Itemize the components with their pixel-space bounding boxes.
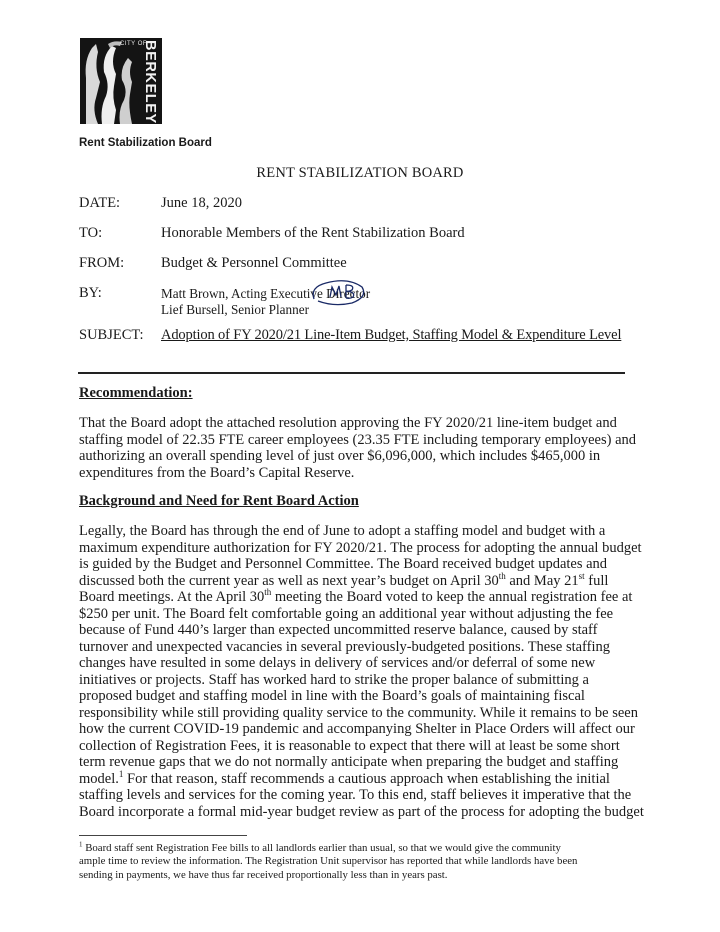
to-value: Honorable Members of the Rent Stabilization Board	[161, 225, 465, 241]
paragraph-line: That the Board adopt the attached resolution approving the FY 2020/21 line-item budget and	[79, 415, 617, 431]
subject-label: SUBJECT:	[79, 327, 144, 343]
recommendation-body	[79, 415, 637, 481]
paragraph-line: responsibility while still providing quality service to the community. While it remains to be seen	[79, 704, 638, 721]
from-label: FROM:	[79, 255, 125, 271]
paragraph-line: model.$^1$ For that reason, staff recommends a cautious approach when establishing the initial	[79, 768, 610, 787]
background-body	[79, 523, 644, 820]
paragraph-line: changes have resulted in some delays in delivery of services and/or deferral of some new	[79, 655, 596, 671]
paragraph-line: is guided by the Budget and Personnel Committee. The Board received budget updates and	[79, 556, 608, 572]
logo-city-of: CITY OF	[120, 41, 148, 47]
board-title: RENT STABILIZATION BOARD	[256, 165, 464, 181]
date-label: DATE:	[79, 195, 121, 211]
footnote-divider	[79, 835, 247, 836]
date-value: June 18, 2020	[161, 195, 242, 211]
paragraph-line: expenditures from the Board’s Capital Reserve.	[79, 464, 355, 481]
footnote-ref: 1	[118, 768, 124, 779]
paragraph-line: collection of Registration Fees, it is reasonable to expect that there will at least be some short	[79, 737, 620, 754]
footnote-line: $^1$ Board staff sent Registration Fee bills to all landlords earlier than usual, so that we would give the community	[79, 840, 561, 854]
footnote-mark: 1	[79, 840, 83, 849]
by-author-2: Lief Bursell, Senior Planner	[161, 302, 309, 317]
by-author-1: Matt Brown, Acting Executive Director	[161, 286, 371, 301]
city-logo	[80, 38, 162, 124]
footnote-line: sending in payments, we have thus far received proportionally less than in years past.	[79, 868, 448, 881]
paragraph-line: Board meetings. At the April 30th meeting the Board voted to keep the annual registration fee at	[79, 587, 633, 605]
paragraph-line: staffing model of 22.35 FTE career employees (23.35 FTE including temporary employees) and	[79, 431, 637, 448]
from-value: Budget & Personnel Committee	[161, 255, 347, 271]
paragraph-line: discussed both the current year as well as next year’s budget on April 30th and May 21st full	[79, 570, 609, 589]
to-label: TO:	[79, 225, 103, 241]
section-divider	[78, 372, 625, 374]
paragraph-line: maximum expenditure authorization for FY 2020/21. The process for adopting the annual budget	[79, 539, 642, 556]
subject-value: Adoption of FY 2020/21 Line-Item Budget, Staffing Model & Expenditure Level	[161, 327, 622, 343]
paragraph-line: staffing levels and services for the coming year. To this end, staff believes it imperative that the	[79, 787, 632, 803]
handwritten-initials-signature	[308, 277, 368, 307]
footnote-line: ample time to review the information. The Registration Unit supervisor has reported that while landlords have been	[79, 855, 578, 868]
footnote	[79, 842, 639, 882]
logo-berkeley: BERKELEY	[142, 40, 158, 124]
paragraph-line: turnover and unexpected vacancies in several previously-budgeted positions. These staffing	[79, 638, 610, 655]
paragraph-line: because of Fund 440’s larger than expected uncommitted reserve balance, caused by staff	[79, 622, 598, 638]
silhouette-faces-icon	[80, 38, 142, 124]
paragraph-line: proposed budget and staffing model in line with the Board’s goals of maintaining fiscal	[79, 688, 585, 704]
recommendation-heading: Recommendation:	[79, 385, 193, 401]
org-name: Rent Stabilization Board	[79, 137, 212, 149]
background-heading: Background and Need for Rent Board Action	[79, 493, 359, 509]
paragraph-line: Legally, the Board has through the end of June to adopt a staffing model and budget with a	[79, 523, 606, 539]
paragraph-line: how the current COVID-19 pandemic and accompanying Shelter in Place Orders will affect our	[79, 721, 635, 737]
paragraph-line: initiatives or projects. Staff has worked hard to strike the proper balance of submitting a	[79, 671, 589, 688]
paragraph-line: Board incorporate a formal mid-year budget review as part of the process for adopting the budget	[79, 803, 644, 820]
paragraph-line: term revenue gaps that we do not normally anticipate when preparing the budget and staffing	[79, 754, 619, 770]
by-label: BY:	[79, 285, 102, 301]
paragraph-line: authorizing an overall spending level of just over $6,096,000, which includes $465,000 in	[79, 448, 601, 464]
paragraph-line: $250 per unit. The Board felt comfortable going an additional year without adjusting the fee	[79, 605, 614, 622]
